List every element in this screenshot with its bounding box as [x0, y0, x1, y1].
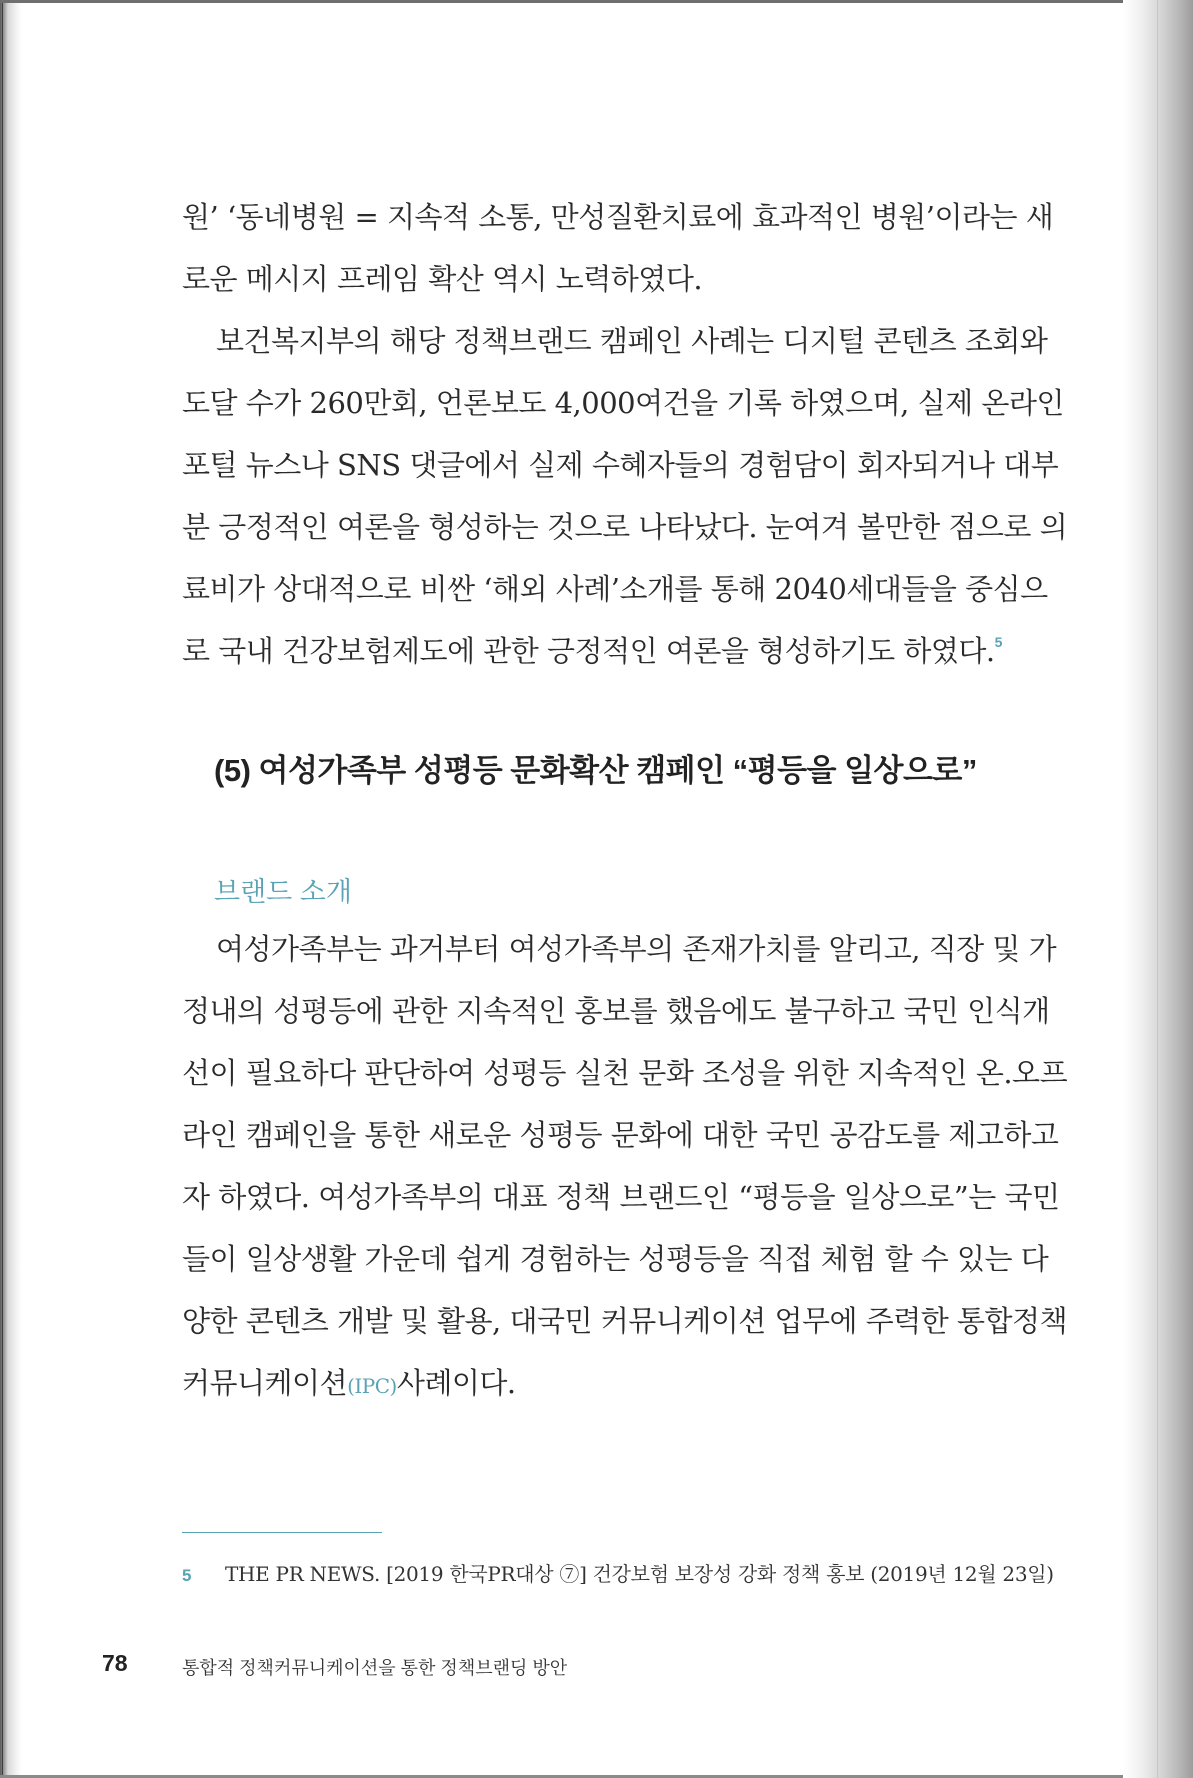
- paragraph-line: 분 긍정적인 여론을 형성하는 것으로 나타났다. 눈여겨 볼만한 점으로 의: [182, 510, 1068, 544]
- paragraph-line: 료비가 상대적으로 비싼 ‘해외 사례’소개를 통해 2040세대들을 중심으: [182, 572, 1048, 606]
- paragraph-line: 자 하였다. 여성가족부의 대표 정책 브랜드인 “평등을 일상으로”는 국민: [182, 1180, 1060, 1214]
- section-heading: (5) 여성가족부 성평등 문화확산 캠페인 “평등을 일상으로”: [214, 753, 977, 788]
- sub-heading: 브랜드 소개: [214, 877, 352, 907]
- page-right-shadow: [1123, 0, 1193, 1778]
- footnote-divider: [182, 1532, 382, 1533]
- running-title: 통합적 정책커뮤니케이션을 통한 정책브랜딩 방안: [182, 1658, 568, 1678]
- paragraph-line: 정내의 성평등에 관한 지속적인 홍보를 했음에도 불구하고 국민 인식개: [182, 994, 1050, 1028]
- body-text-bottom: [182, 918, 1068, 1414]
- paragraph-line-with-footnote: [182, 620, 1002, 682]
- footnote-number: 5: [182, 1566, 192, 1585]
- paragraph-line: 선이 필요하다 판단하여 성평등 실천 문화 조성을 위한 지속적인 온.오프: [182, 1056, 1068, 1090]
- page-binding-edge: [0, 0, 22, 1778]
- paragraph-line: 라인 캠페인을 통한 새로운 성평등 문화에 대한 국민 공감도를 제고하고: [182, 1118, 1059, 1152]
- paragraph-line: 포털 뉴스나 SNS 댓글에서 실제 수혜자들의 경험담이 회자되거나 대부: [182, 448, 1059, 482]
- paragraph-line: 여성가족부는 과거부터 여성가족부의 존재가치를 알리고, 직장 및 가: [216, 932, 1057, 966]
- paragraph-line: 도달 수가 260만회, 언론보도 4,000여건을 기록 하였으며, 실제 온라인: [182, 386, 1064, 420]
- page-number: 78: [102, 1650, 128, 1676]
- last-line-start: 커뮤니케이션: [182, 1366, 348, 1400]
- last-line-end: 사례이다.: [396, 1366, 516, 1400]
- paragraph-line: 로운 메시지 프레임 확산 역시 노력하였다.: [182, 262, 703, 296]
- footnote-reference[interactable]: 5: [994, 634, 1002, 650]
- paragraph-line: 원’ ‘동네병원 = 지속적 소통, 만성질환치료에 효과적인 병원’이라는 새: [182, 200, 1054, 234]
- body-text-top: [182, 186, 1068, 682]
- paragraph-line-text: 로 국내 건강보험제도에 관한 긍정적인 여론을 형성하기도 하였다.: [182, 634, 995, 668]
- acronym-ipc: (IPC): [347, 1374, 397, 1398]
- footnote: [182, 1558, 1054, 1587]
- footnote-text: THE PR NEWS. [2019 한국PR대상 ⑦] 건강보험 보장성 강화 정책 홍보 (2019년 12월 23일): [225, 1562, 1054, 1586]
- paragraph-last-line: [182, 1352, 992, 1414]
- paragraph-line: 양한 콘텐츠 개발 및 활용, 대국민 커뮤니케이션 업무에 주력한 통합정책: [182, 1304, 1068, 1338]
- paragraph-line: 들이 일상생활 가운데 쉽게 경험하는 성평등을 직접 체험 할 수 있는 다: [182, 1242, 1049, 1276]
- page-top-edge: [0, 0, 1193, 3]
- paragraph-line: 보건복지부의 해당 정책브랜드 캠페인 사례는 디지털 콘텐츠 조회와: [216, 324, 1048, 358]
